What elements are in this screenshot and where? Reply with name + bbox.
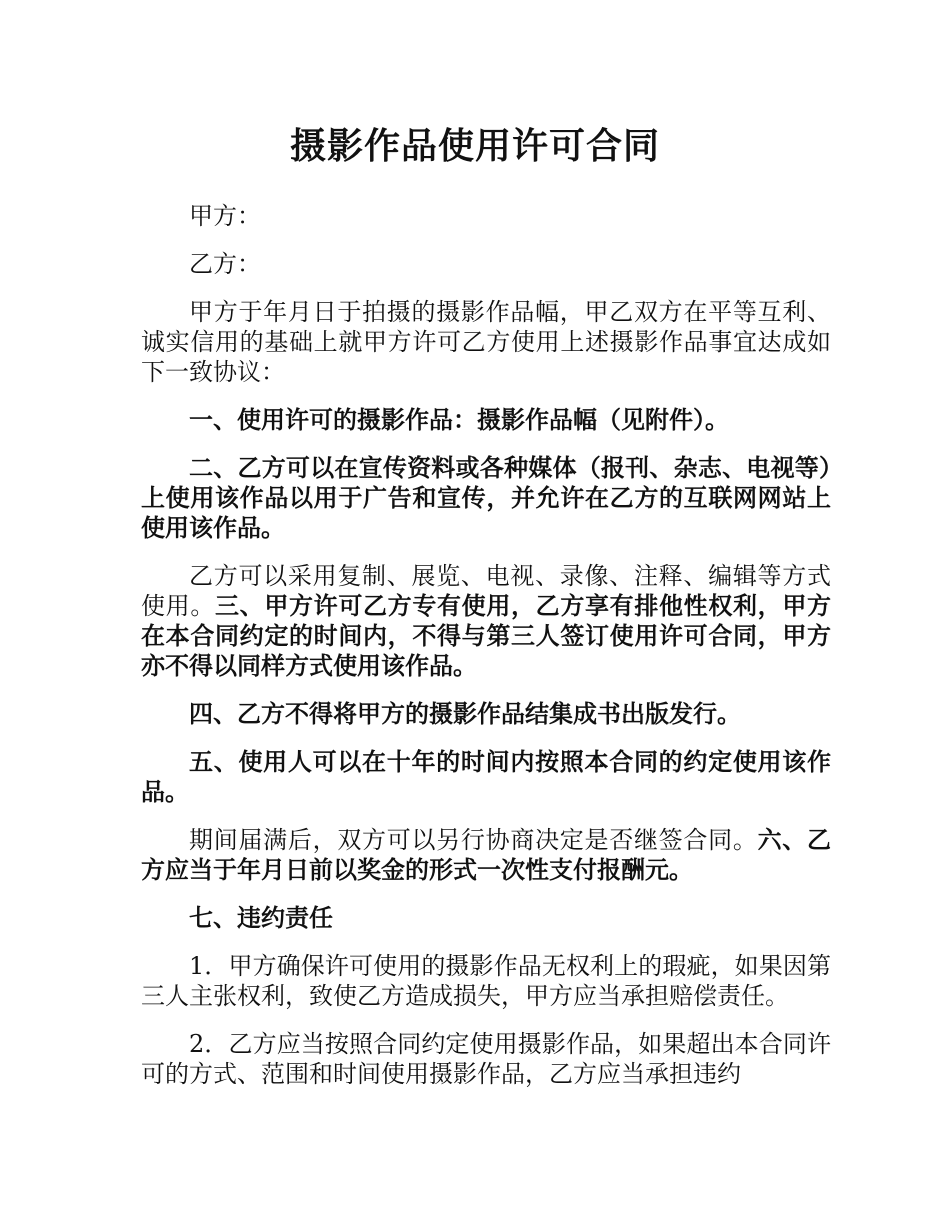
intro-paragraph: 甲方于年月日于拍摄的摄影作品幅，甲乙双方在平等互利、诚实信用的基础上就甲方许可乙方使用上述摄影作品事宜达成如下一致协议： (141, 298, 831, 386)
clause-4: 四、乙方不得将甲方的摄影作品结集成书出版发行。 (189, 700, 741, 728)
clause-2-3-paragraph (141, 561, 831, 681)
party-a-line: 甲方： (189, 202, 261, 230)
clause-7-item-1: 1．甲方确保许可使用的摄影作品无权利上的瑕疵，如果因第三人主张权利，致使乙方造成损失，甲方应当承担赔偿责任。 (141, 952, 831, 1010)
clause-5-note: 期间届满后，双方可以另行协商决定是否继签合同。 (189, 826, 758, 854)
clause-6: 六、乙方应当于年月日前以奖金的形式一次性支付报酬元。 (141, 826, 832, 884)
clause-1: 一、使用许可的摄影作品：摄影作品幅（见附件）。 (189, 406, 729, 434)
clause-5: 五、使用人可以在十年的时间内按照本合同的约定使用该作品。 (141, 748, 831, 806)
clause-5-6-paragraph (141, 825, 831, 885)
document-body (141, 201, 831, 1107)
clause-3: 三、甲方许可乙方专有使用，乙方享有排他性权利，甲方在本合同约定的时间内，不得与第三人签订使用许可合同，甲方亦不得以同样方式使用该作品。 (141, 592, 831, 680)
document-title: 摄影作品使用许可合同 (289, 126, 660, 167)
clause-2-note: 乙方可以采用复制、展览、电视、录像、注释、编辑等方式使用。 (141, 562, 831, 620)
clause-2: 二、乙方可以在宣传资料或各种媒体（报刊、杂志、电视等）上使用该作品以用于广告和宣传，并允许在乙方的互联网网站上使用该作品。 (141, 454, 831, 542)
party-b-line: 乙方： (189, 250, 261, 278)
clause-7-title: 七、违约责任 (189, 904, 333, 932)
clause-7-item-2: 2．乙方应当按照合同约定使用摄影作品，如果超出本合同许可的方式、范围和时间使用摄影作品，乙方应当承担违约 (141, 1030, 831, 1088)
